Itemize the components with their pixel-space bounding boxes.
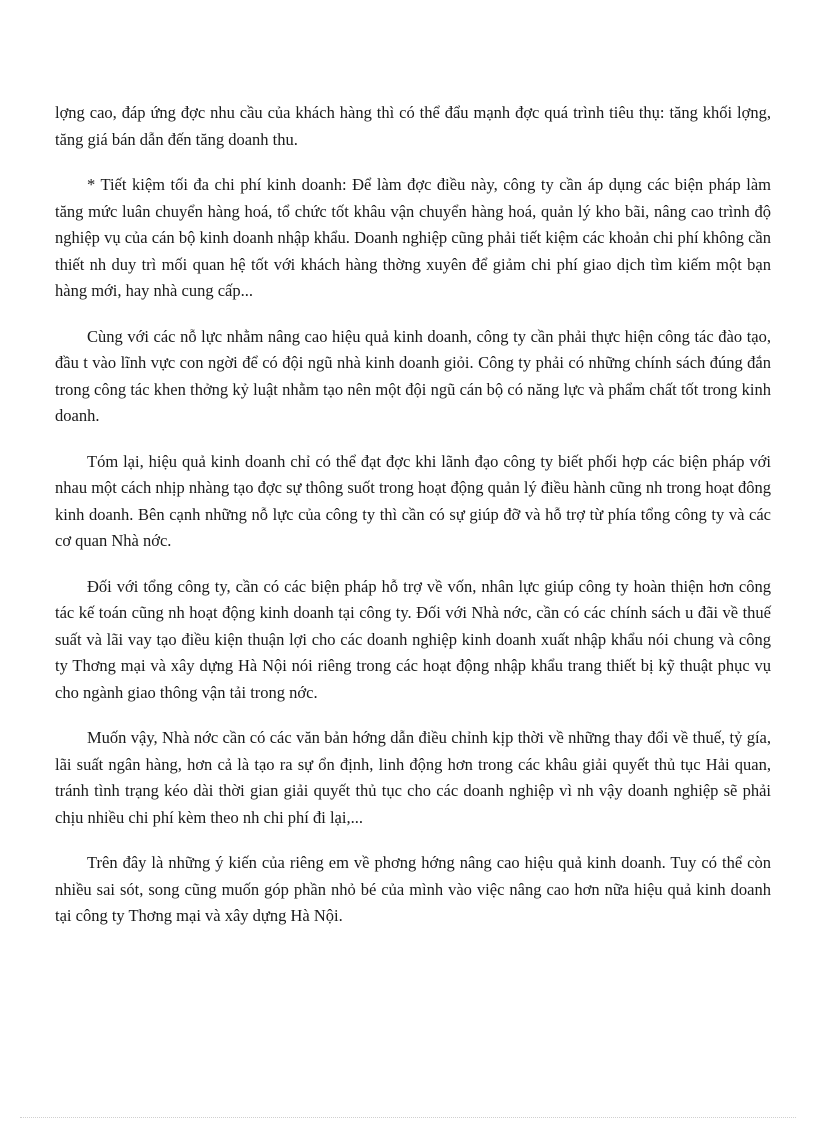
document-page <box>55 100 771 949</box>
paragraph-continuation: lợng cao, đáp ứng đợc nhu cầu của khách hàng thì có thể đẩu mạnh đợc quá trình tiêu thụ: tăng khối lợng, tăng giá bán dẫn đến tăng doanh thu. <box>55 103 771 149</box>
paragraph-training: Cùng với các nỗ lực nhằm nâng cao hiệu quả kinh doanh, công ty cần phải thực hiện công tác đào tạo, đầu t vào lĩnh vực con ngời để có đội ngũ nhà kinh doanh giỏi. Công ty phải có những chính sách đúng đắn trong công tác khen thởng kỷ luật nhằm tạo nên một đội ngũ cán bộ có năng lực và phẩm chất tốt trong kinh doanh. <box>55 326 771 425</box>
page-bottom-divider <box>20 1117 796 1118</box>
paragraph-cost-saving: * Tiết kiệm tối đa chi phí kinh doanh: Để làm đợc điều này, công ty cần áp dụng các biện pháp làm tăng mức luân chuyển hàng hoá, tổ chức tốt khâu vận chuyển hàng hoá, quản lý kho bãi, nâng cao trình độ nghiệp vụ của cán bộ kinh doanh nhập khẩu. Doanh nghiệp cũng phải tiết kiệm các khoản chi phí không cần thiết nh duy trì mối quan hệ tốt với khách hàng thờng xuyên để giảm chi phí giao dịch tìm kiếm một bạn hàng mới, hay nhà cung cấp... <box>55 175 771 300</box>
paragraph-conclusion: Trên đây là những ý kiến của riêng em về phơng hớng nâng cao hiệu quả kinh doanh. Tuy có thể còn nhiều sai sót, song cũng muốn góp phần nhỏ bé của mình vào việc nâng cao hơn nữa hiệu quả kinh doanh tại công ty Thơng mại và xây dựng Hà Nội. <box>55 853 771 925</box>
paragraph-state-guidance: Muốn vậy, Nhà nớc cần có các văn bản hớng dẫn điều chỉnh kịp thời về những thay đổi về thuế, tỷ gía, lãi suất ngân hàng, hơn cả là tạo ra sự ổn định, linh động hơn trong các khâu giải quyết thủ tục Hải quan, tránh tình trạng kéo dài thời gian giải quyết thủ tục cho các doanh nghiệp vì nh vậy doanh nghiệp sẽ phải chịu nhiều chi phí kèm theo nh chi phí đi lại,... <box>55 728 771 827</box>
paragraph-corporation-support: Đối với tổng công ty, cần có các biện pháp hỗ trợ về vốn, nhân lực giúp công ty hoàn thiện hơn công tác kế toán cũng nh hoạt động kinh doanh tại công ty. Đối với Nhà nớc, cần có các chính sách u đãi về thuế suất và lãi vay tạo điều kiện thuận lợi cho các doanh nghiệp kinh doanh xuất nhập khẩu nói chung và công ty Thơng mại và xây dựng Hà Nội nói riêng trong các hoạt động nhập khẩu trang thiết bị kỹ thuật phục vụ cho ngành giao thông vận tải trong nớc. <box>55 576 771 702</box>
paragraph-summary: Tóm lại, hiệu quả kinh doanh chỉ có thể đạt đợc khi lãnh đạo công ty biết phối hợp các biện pháp với nhau một cách nhịp nhàng tạo đợc sự thông suốt trong hoạt động quản lý điều hành cũng nh trong hoạt đông kinh doanh. Bên cạnh những nỗ lực của công ty thì cần có sự giúp đỡ và hỗ trợ từ phía tổng công ty và các cơ quan Nhà nớc. <box>55 451 771 550</box>
